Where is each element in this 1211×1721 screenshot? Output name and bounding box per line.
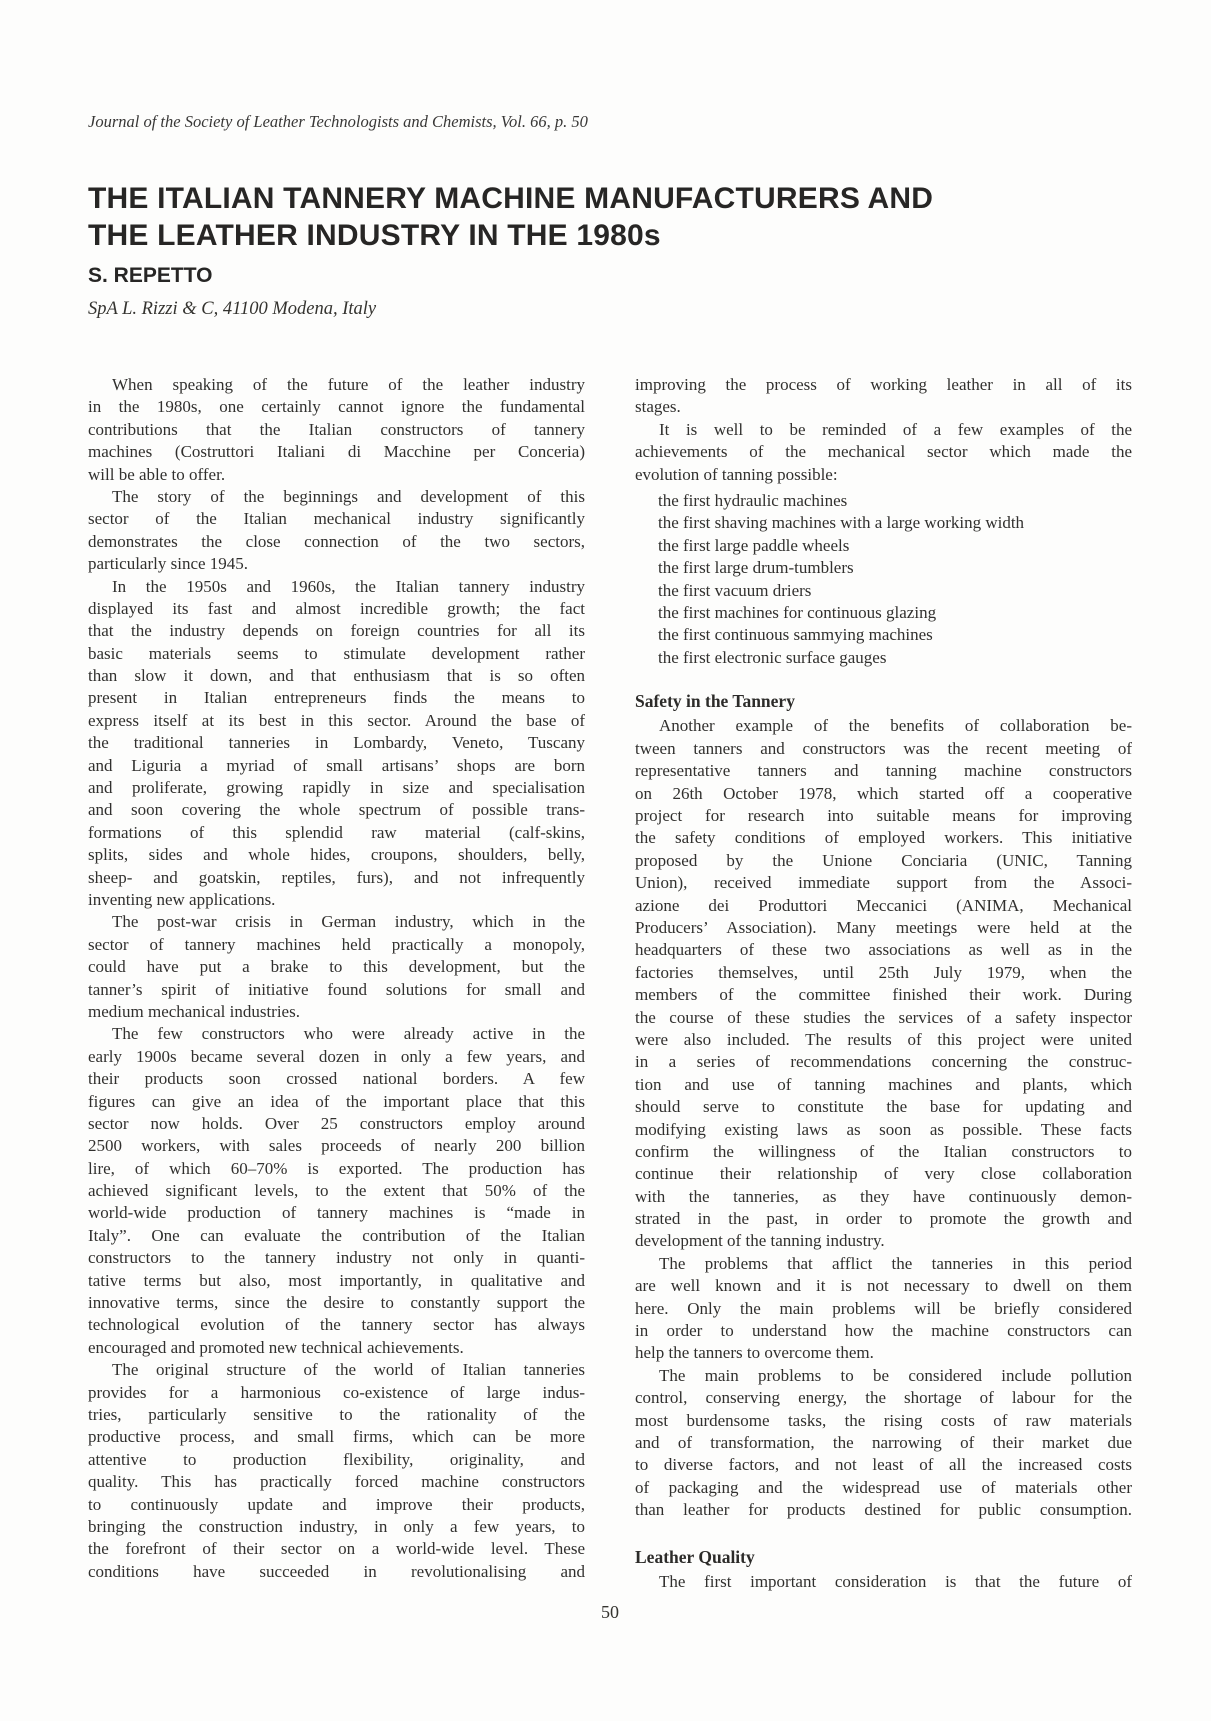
paragraph xyxy=(635,1253,1132,1365)
text-line: In the 1950s and 1960s, the Italian tannery industry xyxy=(112,576,585,596)
text-line: The first important consideration is that the future of xyxy=(659,1571,1132,1591)
text-line: representative tanners and tanning machine constructors xyxy=(635,761,1132,781)
text-line: tion and use of tanning machines and plants, which xyxy=(635,1074,1132,1094)
article-title-line-1: THE ITALIAN TANNERY MACHINE MANUFACTURERS AND xyxy=(88,182,934,215)
text-line: sector now holds. Over 25 constructors employ around xyxy=(88,1113,585,1133)
paragraph xyxy=(88,911,585,1023)
text-line: 2500 workers, with sales proceeds of nearly 200 billion xyxy=(88,1136,585,1156)
text-line: and soon covering the whole spectrum of possible trans- xyxy=(88,800,585,820)
text-line: The story of the beginnings and development of this xyxy=(112,486,585,506)
text-line: innovative terms, since the desire to constantly support the xyxy=(88,1293,585,1313)
article-title-line-2: THE LEATHER INDUSTRY IN THE 1980s xyxy=(88,219,661,252)
text-line: splits, sides and whole hides, croupons, shoulders, belly, xyxy=(88,845,585,865)
text-line: encouraged and promoted new technical achievements. xyxy=(88,1337,464,1357)
text-line: tative terms but also, most importantly, in qualitative and xyxy=(88,1270,585,1290)
text-line: formations of this splendid raw material (calf-skins, xyxy=(88,822,585,842)
text-line: The original structure of the world of Italian tanneries xyxy=(112,1360,585,1380)
text-line: with the tanneries, as they have continuously demon- xyxy=(635,1186,1132,1206)
list-item: the first vacuum driers xyxy=(658,580,812,600)
text-line: contributions that the Italian constructors of tannery xyxy=(88,419,585,439)
text-line: stages. xyxy=(635,397,681,417)
text-line: members of the committee finished their work. During xyxy=(635,985,1132,1005)
text-line: the safety conditions of employed workers. This initiative xyxy=(635,828,1132,848)
text-line: achieved significant levels, to the extent that 50% of the xyxy=(88,1181,585,1201)
list-item: the first hydraulic machines xyxy=(658,490,848,510)
text-line: sector of tannery machines held practically a monopoly, xyxy=(88,934,585,954)
list-item: the first electronic surface gauges xyxy=(658,647,887,667)
text-line: It is well to be reminded of a few examples of the xyxy=(659,419,1132,439)
section-heading: Leather Quality xyxy=(635,1546,755,1567)
list-item: the first shaving machines with a large working width xyxy=(658,513,1025,533)
text-line: bringing the construction industry, in only a few years, to xyxy=(88,1516,585,1536)
text-line: here. Only the main problems will be briefly considered xyxy=(635,1298,1132,1318)
paragraph xyxy=(88,576,585,912)
text-line: factories themselves, until 25th July 1979, when the xyxy=(635,962,1132,982)
text-line: The main problems to be considered include pollution xyxy=(659,1365,1132,1385)
text-line: strated in the past, in order to promote the growth and xyxy=(635,1209,1132,1229)
text-line: Producers’ Association). Many meetings were held at the xyxy=(635,917,1132,937)
journal-header: Journal of the Society of Leather Technologists and Chemists, Vol. 66, p. 50 xyxy=(88,112,588,131)
text-line: Another example of the benefits of collaboration be- xyxy=(659,716,1132,736)
text-line: should serve to constitute the base for updating and xyxy=(635,1097,1132,1117)
paragraph xyxy=(88,374,585,486)
text-line: and proliferate, growing rapidly in size and specialisation xyxy=(88,778,585,798)
text-line: medium mechanical industries. xyxy=(88,1001,300,1021)
text-line: conditions have succeeded in revolutionalising and xyxy=(88,1561,585,1581)
paragraph xyxy=(88,1023,585,1359)
text-line: displayed its fast and almost incredible growth; the fact xyxy=(88,598,585,618)
text-line: on 26th October 1978, which started off a cooperative xyxy=(635,783,1132,803)
text-line: tries, particularly sensitive to the rationality of the xyxy=(88,1404,585,1424)
text-line: world-wide production of tannery machines is “made in xyxy=(88,1203,585,1223)
text-line: will be able to offer. xyxy=(88,464,226,484)
text-line: lire, of which 60–70% is exported. The production has xyxy=(88,1158,585,1178)
text-line: proposed by the Unione Conciaria (UNIC, Tanning xyxy=(635,850,1132,870)
text-line: sector of the Italian mechanical industry significantly xyxy=(88,509,585,529)
text-line: achievements of the mechanical sector which made the xyxy=(635,442,1132,462)
text-line: constructors to the tannery industry not only in quanti- xyxy=(88,1248,585,1268)
text-line: in order to understand how the machine constructors can xyxy=(635,1321,1132,1341)
text-line: attentive to production flexibility, originality, and xyxy=(88,1449,585,1469)
paragraph xyxy=(635,374,1132,419)
column-right xyxy=(635,374,1132,1593)
article-title xyxy=(88,180,933,254)
text-line: demonstrates the close connection of the two sectors, xyxy=(88,531,585,551)
text-line: quality. This has practically forced machine constructors xyxy=(88,1472,585,1492)
list-item: the first large paddle wheels xyxy=(658,535,850,555)
text-line: inventing new applications. xyxy=(88,889,276,909)
text-line: of packaging and the widespread use of materials other xyxy=(635,1477,1132,1497)
text-line: sheep- and goatskin, reptiles, furs), and not infrequently xyxy=(88,867,585,887)
text-line: than slow it down, and that enthusiasm that is so often xyxy=(88,666,585,686)
list-item: the first continuous sammying machines xyxy=(658,625,933,645)
paragraph xyxy=(88,1359,585,1583)
text-line: tween tanners and constructors was the recent meeting of xyxy=(635,738,1132,758)
affiliation: SpA L. Rizzi & C, 41100 Modena, Italy xyxy=(88,299,377,319)
paragraph xyxy=(635,715,1132,1252)
paragraph xyxy=(635,1365,1132,1522)
text-line: are well known and it is not necessary to dwell on them xyxy=(635,1276,1132,1296)
text-line: modifying existing laws as soon as possible. These facts xyxy=(635,1119,1132,1139)
text-line: The few constructors who were already active in the xyxy=(112,1024,585,1044)
paragraph xyxy=(88,486,585,576)
author-name: S. REPETTO xyxy=(88,264,213,287)
text-line: project for research into suitable means for improving xyxy=(635,806,1132,826)
text-line: development of the tanning industry. xyxy=(635,1231,885,1251)
text-line: machines (Costruttori Italiani di Macchine per Conceria) xyxy=(88,442,585,462)
text-line: confirm the willingness of the Italian constructors to xyxy=(635,1141,1132,1161)
list-item: the first machines for continuous glazing xyxy=(658,602,937,622)
text-line: could have put a brake to this development, but the xyxy=(88,957,585,977)
text-line: the course of these studies the services of a safety inspector xyxy=(635,1007,1132,1027)
text-line: and of transformation, the narrowing of their market due xyxy=(635,1432,1132,1452)
text-line: particularly since 1945. xyxy=(88,554,249,574)
text-line: The post-war crisis in German industry, which in the xyxy=(112,912,585,932)
text-line: provides for a harmonious co-existence of large indus- xyxy=(88,1382,585,1402)
list-item: the first large drum-tumblers xyxy=(658,558,854,578)
text-line: express itself at its best in this sector. Around the base of xyxy=(88,710,585,730)
page-number: 50 xyxy=(601,1602,619,1622)
paragraph xyxy=(635,419,1132,486)
text-line: productive process, and small firms, which can be more xyxy=(88,1427,585,1447)
text-line: azione dei Produttori Meccanici (ANIMA, Mechanical xyxy=(635,895,1132,915)
text-line: early 1900s became several dozen in only a few years, and xyxy=(88,1046,585,1066)
text-line: headquarters of these two associations as well as in the xyxy=(635,940,1132,960)
text-line: Italy”. One can evaluate the contribution of the Italian xyxy=(88,1225,585,1245)
text-line: the traditional tanneries in Lombardy, Veneto, Tuscany xyxy=(88,733,585,753)
text-line: When speaking of the future of the leather industry xyxy=(112,375,585,394)
text-line: control, conserving energy, the shortage of labour for the xyxy=(635,1388,1132,1408)
text-line: The problems that afflict the tanneries in this period xyxy=(659,1253,1132,1273)
text-line: in a series of recommendations concerning the construc- xyxy=(635,1052,1132,1072)
text-line: in the 1980s, one certainly cannot ignore the fundamental xyxy=(88,397,585,417)
text-line: than leather for products destined for public consumption. xyxy=(635,1500,1132,1520)
text-line: Union), received immediate support from the Associ- xyxy=(635,873,1132,893)
text-line: to diverse factors, and not least of all the increased costs xyxy=(635,1455,1132,1475)
text-line: to continuously update and improve their products, xyxy=(88,1494,585,1514)
text-line: technological evolution of the tannery sector has always xyxy=(88,1315,585,1335)
text-line: and Liguria a myriad of small artisans’ shops are born xyxy=(88,755,585,775)
column-left xyxy=(88,374,585,1583)
text-line: were also included. The results of this project were united xyxy=(635,1029,1132,1049)
text-line: most burdensome tasks, the rising costs of raw materials xyxy=(635,1410,1132,1430)
text-line: evolution of tanning possible: xyxy=(635,464,838,484)
paragraph xyxy=(635,1571,1132,1593)
text-line: figures can give an idea of the important place that this xyxy=(88,1091,585,1111)
text-line: present in Italian entrepreneurs finds the means to xyxy=(88,688,585,708)
text-line: continue their relationship of very close collaboration xyxy=(635,1164,1132,1184)
item-list xyxy=(635,490,1132,669)
text-line: basic materials seems to stimulate development rather xyxy=(88,643,585,663)
text-line: improving the process of working leather in all of its xyxy=(635,375,1132,394)
text-line: that the industry depends on foreign countries for all its xyxy=(88,621,585,641)
text-line: their products soon crossed national borders. A few xyxy=(88,1069,585,1089)
text-line: tanner’s spirit of initiative found solutions for small and xyxy=(88,979,585,999)
text-line: help the tanners to overcome them. xyxy=(635,1343,874,1363)
text-line: the forefront of their sector on a world-wide level. These xyxy=(88,1539,585,1559)
section-heading: Safety in the Tannery xyxy=(635,691,795,712)
